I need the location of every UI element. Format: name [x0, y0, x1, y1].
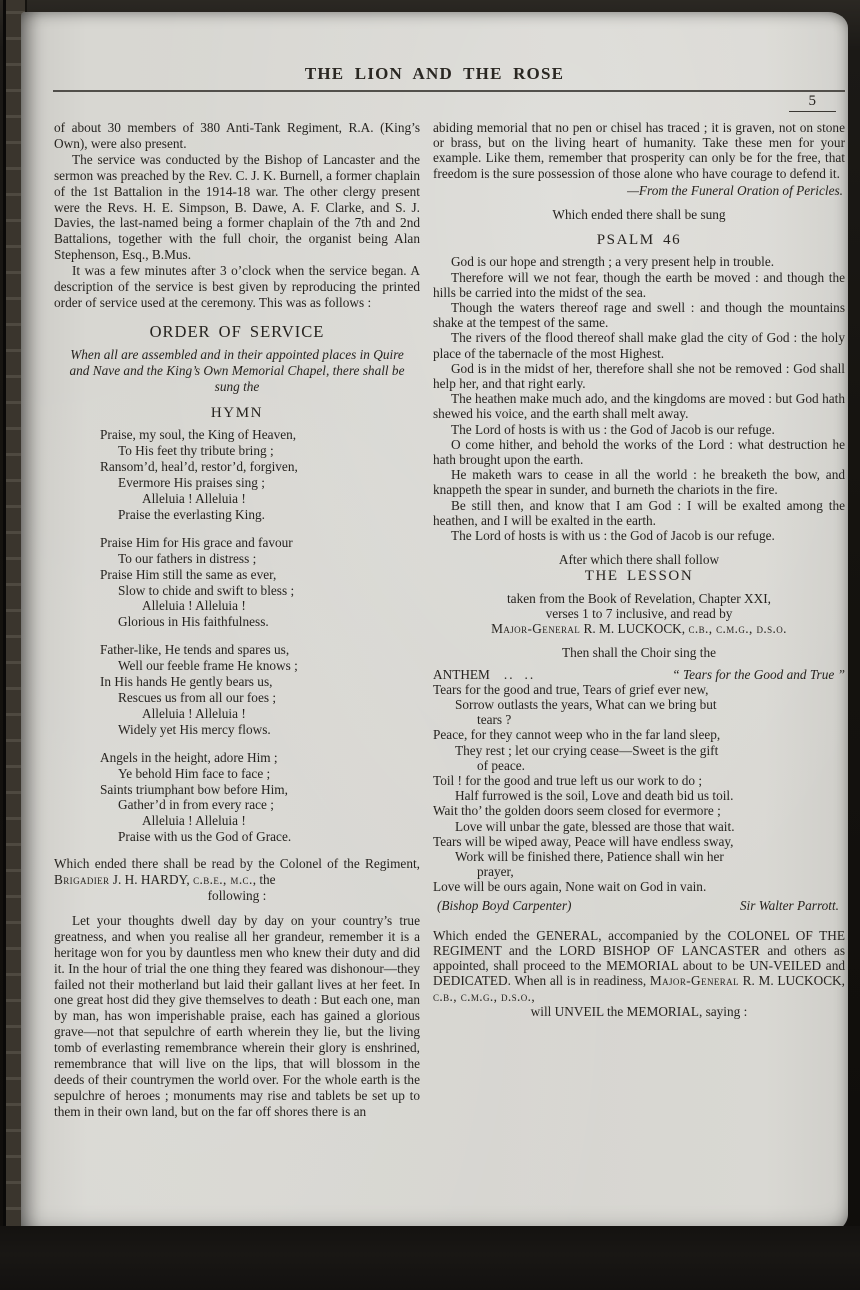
hymn-line: Widely yet His mercy flows.: [118, 721, 271, 737]
paragraph: abiding memorial that no pen or chisel has traced ; it is graven, not on stone or brass, but on the living heart of humanity. Take these men for your example. Like them, remember that prosperity can only be for the free, that freedom is the sure possession of those alone who have courage to defend it.: [433, 120, 845, 181]
hymn-line: Gather’d in from every race ;: [118, 797, 274, 813]
psalm-verse: The heathen make much ado, and the kingdoms are moved : but God hath shewed his voice, and the earth shall melt away.: [433, 391, 845, 422]
unveiling-rubric: [433, 928, 845, 1004]
psalm-text: [433, 254, 845, 543]
hymn-line: Father-like, He tends and spares us,: [100, 642, 290, 658]
hymn-line: In His hands He gently bears us,: [100, 674, 273, 690]
after-rubric: After which there shall follow: [558, 552, 720, 568]
choir-rubric: Then shall the Choir sing the: [562, 645, 716, 661]
anthem-line: prayer,: [477, 864, 514, 880]
psalm-verse: He maketh wars to cease in all the world : he breaketh the bow, and knappeth the spear in sunder, and burneth the chariots in the fire.: [433, 467, 845, 498]
text-run: ANTHEM: [433, 666, 490, 682]
hymn-line: Saints triumphant bow before Him,: [100, 781, 288, 797]
hymn-line: Praise, my soul, the King of Heaven,: [100, 427, 297, 443]
anthem-line: Sorrow outlasts the years, What can we bring but: [455, 696, 717, 712]
psalm-verse: Though the waters thereof rage and swell : and though the mountains shake at the tempest of the same.: [433, 300, 845, 331]
psalm-verse: Therefore will we not fear, though the earth be moved : and though the hills be carried into the midst of the sea.: [433, 269, 845, 300]
anthem-line: Love will be ours again, None wait on God in vain.: [433, 879, 707, 895]
psalm-verse: God is in the midst of her, therefore shall she not be removed : God shall help her, and that right early.: [433, 360, 845, 392]
hymn-line: Alleluia ! Alleluia !: [142, 598, 246, 614]
hymn-line: Rescues us from all our foes ;: [118, 690, 277, 705]
running-head: THE LION AND THE ROSE: [304, 64, 565, 83]
left-column: [54, 120, 420, 1120]
hymn-heading: HYMN: [210, 404, 264, 421]
hymn-line: Glorious in His faithfulness.: [118, 614, 269, 630]
hymn-line: To our fathers in distress ;: [118, 550, 257, 566]
anthem-line: Work will be finished there, Patience shall win her: [455, 848, 724, 864]
hymn-line: Praise Him still the same as ever,: [100, 566, 277, 582]
hymn-line: Well our feeble frame He knows ;: [118, 658, 298, 674]
honors-smallcaps: c.b.e., m.c.: [193, 872, 253, 888]
right-column: [433, 120, 845, 1120]
anthem-line: Peace, for they cannot weep who in the far land sleep,: [433, 727, 721, 743]
leader-dots: ..: [503, 666, 515, 682]
anthem-line: Half furrowed is the soil, Love and death bid us toil.: [455, 788, 734, 804]
scanner-background: [0, 1226, 860, 1290]
lesson-heading: THE LESSON: [584, 568, 694, 585]
rank-smallcaps: Major-General: [491, 621, 581, 637]
scanned-page: [21, 12, 848, 1234]
rank-smallcaps: Major-General: [649, 973, 739, 989]
text-run: Which ended there shall be read by the Colonel of the Regiment,: [54, 856, 420, 872]
hymn-verse: [100, 535, 420, 630]
psalm-verse: The rivers of the flood thereof shall make glad the city of God : the holy place of the tabernacle of the most Highest.: [433, 330, 845, 361]
text-run: Which ended the GENERAL, accompanied by the COLONEL OF THE REGIMENT and the LORD BISHOP OF LANCASTER and others as appointed, shall proceed to the MEMORIAL about to be UN-VEILED and DEDICATED. When all is in readiness,: [433, 927, 845, 989]
anthem-line: Tears will be wiped away, Peace will have endless sway,: [433, 833, 734, 849]
hymn-line: Alleluia ! Alleluia !: [142, 813, 246, 829]
header-rule: [53, 90, 845, 92]
leader-dots: ..: [524, 666, 536, 682]
hymn-verse: [100, 427, 420, 522]
following-line: following :: [207, 887, 267, 903]
hymn-line: To His feet thy tribute bring ;: [118, 443, 274, 459]
anthem-header: [433, 667, 845, 682]
psalm-verse: Be still then, and know that I am God : I will be exalted among the heathen, and I will be exalted in the earth.: [433, 497, 845, 528]
read-by-rubric: [54, 856, 420, 888]
text-run: ,: [531, 988, 535, 1004]
rank-smallcaps: Brigadier: [54, 872, 110, 888]
psalm-verse: O come hither, and behold the works of the Lord : what destruction he hath brought upon the earth.: [433, 436, 845, 468]
sung-rubric: Which ended there shall be sung: [552, 207, 726, 223]
psalm-verse: The Lord of hosts is with us : the God of Jacob is our refuge.: [450, 528, 775, 544]
order-of-service-heading: ORDER OF SERVICE: [149, 321, 325, 341]
psalm-verse: God is our hope and strength ; a very present help in trouble.: [450, 254, 775, 270]
hymn-verse: [100, 642, 420, 737]
paragraph: The service was conducted by the Bishop of Lancaster and the sermon was preached by the Rev. C. J. K. Burnell, a former chaplain of the 1st Battalion in the 1914-18 war. The other clergy present were the Revs. H. E. Simpson, B. Dawe, A. F. Clarke, and S. J. Davies, the last-named being a former chaplain of the 7th and 2nd Battalions, together with the full choir, the organist being Alan Stephenson, Esq., B.Mus.: [54, 151, 420, 263]
credit-author: (Bishop Boyd Carpenter): [437, 897, 572, 913]
psalm-verse: The Lord of hosts is with us : the God of Jacob is our refuge.: [450, 421, 775, 437]
anthem-credits: [433, 895, 845, 913]
psalm-heading: PSALM 46: [596, 232, 682, 249]
anthem-line: Wait tho’ the golden doors seem closed for evermore ;: [433, 803, 721, 819]
anthem-line: Tears for the good and true, Tears of grief ever new,: [433, 681, 709, 697]
paragraph: of about 30 members of 380 Anti-Tank Regiment, R.A. (King’s Own), were also present.: [54, 120, 420, 151]
hymn-line: Angels in the height, adore Him ;: [100, 749, 278, 765]
address-paragraph: Let your thoughts dwell day by day on your country’s true greatness, and when you realise all her grandeur, remember it is a heritage won for you by dauntless men who knew their duty and did it. In the hour of trial the one thing they feared was dishonour—they failed not their motherland but laid their gallant lives at her feet. In one great host did they give themselves to death : But each one, man by man, has won imperishable praise, each has gained a glorious grave—not that sepulchre of earth wherein they lie, but the living tomb of everlasting remembrance wherein their glory is enshrined, remembrance that will live on the lips, that will blossom in the deeds of their countrymen the world over. For the whole earth is the sepulchre of heroes ; monuments may rise and tablets be set up to them in their own land, but on the far off shores there is an: [54, 912, 420, 1119]
hymn-line: Slow to chide and swift to bless ;: [118, 582, 295, 598]
anthem-label: [433, 667, 545, 682]
anthem-line: tears ?: [477, 712, 512, 728]
anthem-text: [433, 682, 845, 895]
unveil-closing-line: will UNVEIL the MEMORIAL, saying :: [530, 1003, 748, 1019]
anthem-line: Toil ! for the good and true left us our work to do ;: [433, 772, 703, 788]
text-run: , the: [252, 872, 276, 888]
lesson-verses-line: verses 1 to 7 inclusive, and read by: [545, 605, 733, 621]
rubric: When all are assembled and in their appointed places in Quire and Nave and the King’s Own Memorial Chapel, there shall be sung the: [69, 346, 405, 394]
paragraph: It was a few minutes after 3 o’clock when the service began. A description of the service is best given by reproducing the printed order of service used at the ceremony. This was as follows :: [54, 263, 420, 310]
hymn-line: Ye behold Him face to face ;: [118, 765, 271, 781]
text-run: R. M. LUCKOCK,: [580, 621, 689, 637]
hymn-line: Evermore His praises sing ;: [118, 475, 265, 491]
text-run: J. H. HARDY,: [109, 872, 194, 888]
page-number: 5: [789, 93, 837, 112]
attribution: —From the Funeral Oration of Pericles.: [627, 182, 843, 198]
hymn-verse: [100, 750, 420, 845]
honors-smallcaps: c.b., c.m.g., d.s.o.: [433, 988, 532, 1004]
hymn-line: Alleluia ! Alleluia !: [142, 705, 246, 721]
page-number-row: [21, 93, 848, 112]
anthem-line: of peace.: [477, 757, 525, 773]
hymn-line: Alleluia ! Alleluia !: [142, 491, 246, 507]
hymn-line: Praise Him for His grace and favour: [100, 534, 293, 550]
hymn-line: Praise the everlasting King.: [118, 506, 265, 522]
honors-smallcaps: c.b., c.m.g., d.s.o.: [688, 621, 787, 637]
credit-composer: Sir Walter Parrott.: [739, 897, 839, 913]
anthem-line: Love will unbar the gate, blessed are those that wait.: [455, 818, 735, 834]
text-columns: [21, 120, 848, 1120]
anthem-title: “ Tears for the Good and True ”: [672, 666, 845, 682]
anthem-line: They rest ; let our crying cease—Sweet is the gift: [455, 742, 719, 758]
lesson-reader-line: [433, 621, 845, 636]
hymn-line: Ransom’d, heal’d, restor’d, forgiven,: [100, 459, 298, 475]
lesson-source-line: taken from the Book of Revelation, Chapter XXI,: [506, 590, 772, 606]
hymn-line: Praise with us the God of Grace.: [118, 829, 292, 845]
text-run: R. M. LUCKOCK,: [738, 973, 845, 989]
